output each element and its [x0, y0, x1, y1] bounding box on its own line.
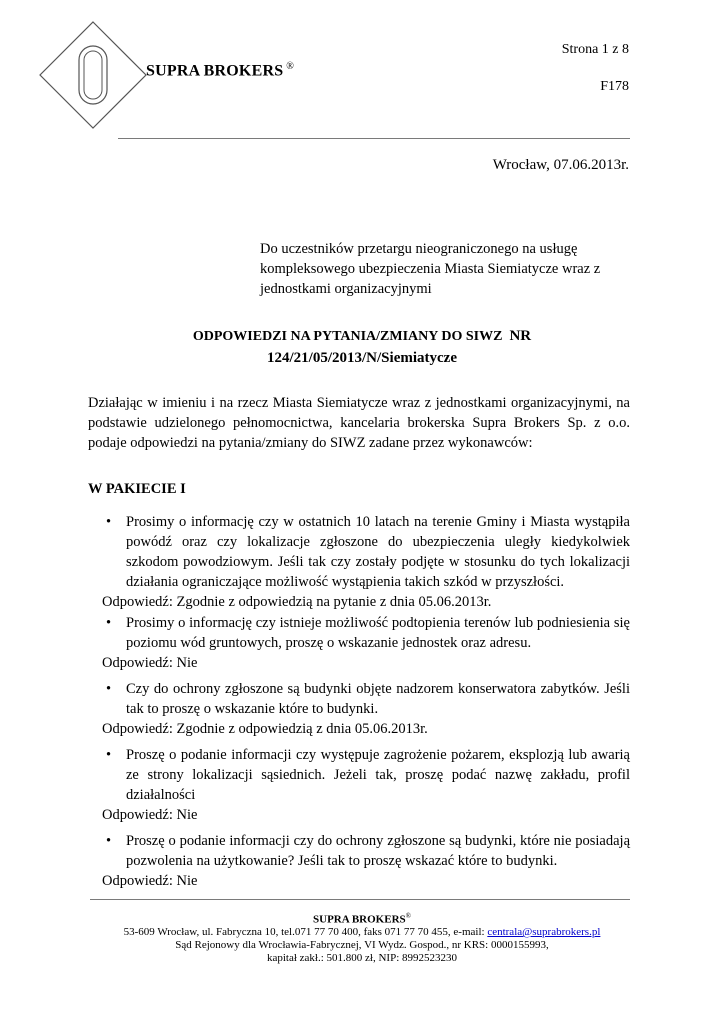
addressee-line: kompleksowego ubezpieczenia Miasta Siemiatycze wraz z: [260, 261, 601, 277]
email-link[interactable]: centrala@suprabrokers.pl: [487, 926, 601, 938]
footer-capital-info: kapitał zakł.: 501.800 zł, NIP: 8992523230: [266, 952, 458, 964]
brand-name: SUPRA BROKERS ®: [146, 61, 295, 80]
addressee-line: Do uczestników przetargu nieograniczonego na usługę: [260, 241, 578, 257]
answer-text: Odpowiedź: Zgodnie z odpowiedzią na pytanie z dnia 05.06.2013r.: [102, 594, 492, 610]
answer-text: Odpowiedź: Nie: [102, 873, 198, 889]
qa-item: [104, 679, 630, 739]
bullet-icon: •: [106, 681, 112, 697]
answer-text: Odpowiedź: Nie: [102, 807, 198, 823]
document-reference-number: 124/21/05/2013/N/Siemiatycze: [267, 350, 457, 366]
page-number: Strona 1 z 8: [561, 42, 629, 57]
addressee-line: jednostkami organizacyjnymi: [260, 281, 432, 297]
question-text: Proszę o podanie informacji czy występuje zagrożenie pożarem, eksplozją lub awarią ze strony lokalizacji sąsiednich. Jeżeli tak, proszę podać nazwę zakładu, profil działalności: [126, 747, 630, 803]
date-line: Wrocław, 07.06.2013r.: [492, 157, 629, 173]
footer-divider: [90, 899, 630, 900]
supra-brokers-logo: [38, 20, 148, 130]
bullet-icon: •: [106, 615, 112, 631]
section-heading: W PAKIECIE I: [88, 481, 186, 497]
qa-item: [104, 613, 630, 673]
footer-brand: SUPRA BROKERS®: [313, 912, 411, 926]
addressee-block: [260, 239, 640, 299]
document-title: ODPOWIEDZI NA PYTANIA/ZMIANY DO SIWZ NR: [192, 328, 532, 344]
qa-item: [104, 512, 630, 612]
form-code: F178: [600, 79, 629, 94]
bullet-icon: •: [106, 833, 112, 849]
qa-item: [104, 831, 630, 891]
question-text: Prosimy o informację czy w ostatnich 10 latach na terenie Gminy i Miasta wystąpiła powódź oraz czy lokalizacje zgłoszone do ubezpieczenia uległy kiedykolwiek szkodom powodziowym. Jeśli tak czy zostały podjęte w stosunku do tych lokalizacji działania ograniczające możliwość wystąpienia takich szkód w przyszłości.: [126, 514, 630, 590]
qa-item: [104, 745, 630, 825]
bullet-icon: •: [106, 514, 112, 530]
header-divider: [118, 138, 630, 139]
footer-address: 53-609 Wrocław, ul. Fabryczna 10, tel.071 77 70 400, faks 071 77 70 455, e-mail: centrala@suprabrokers.pl: [123, 926, 601, 938]
question-text: Prosimy o informację czy istnieje możliwość podtopienia terenów lub podniesienia się poziomu wód gruntowych, proszę o wskazanie jednostek oraz adresu.: [126, 615, 630, 651]
question-text: Czy do ochrony zgłoszone są budynki objęte nadzorem konserwatora zabytków. Jeśli tak to proszę o wskazanie które to budynki.: [126, 681, 630, 717]
answer-text: Odpowiedź: Zgodnie z odpowiedzią z dnia 05.06.2013r.: [102, 721, 428, 737]
footer-court-info: Sąd Rejonowy dla Wrocławia-Fabrycznej, VI Wydz. Gospod., nr KRS: 0000155993,: [175, 939, 549, 951]
intro-paragraph: Działając w imieniu i na rzecz Miasta Siemiatycze wraz z jednostkami organizacyjnymi, na podstawie udzielonego pełnomocnictwa, kancelaria brokerska Supra Brokers Sp. z o.o. podaje odpowiedzi na pytania/zmiany do SIWZ zadane przez wykonawców:: [88, 395, 630, 451]
question-text: Proszę o podanie informacji czy do ochrony zgłoszone są budynki, które nie posiadają pozwolenia na użytkowanie? Jeśli tak to proszę wskazać które to budynki.: [126, 833, 630, 869]
bullet-icon: •: [106, 747, 112, 763]
answer-text: Odpowiedź: Nie: [102, 655, 198, 671]
